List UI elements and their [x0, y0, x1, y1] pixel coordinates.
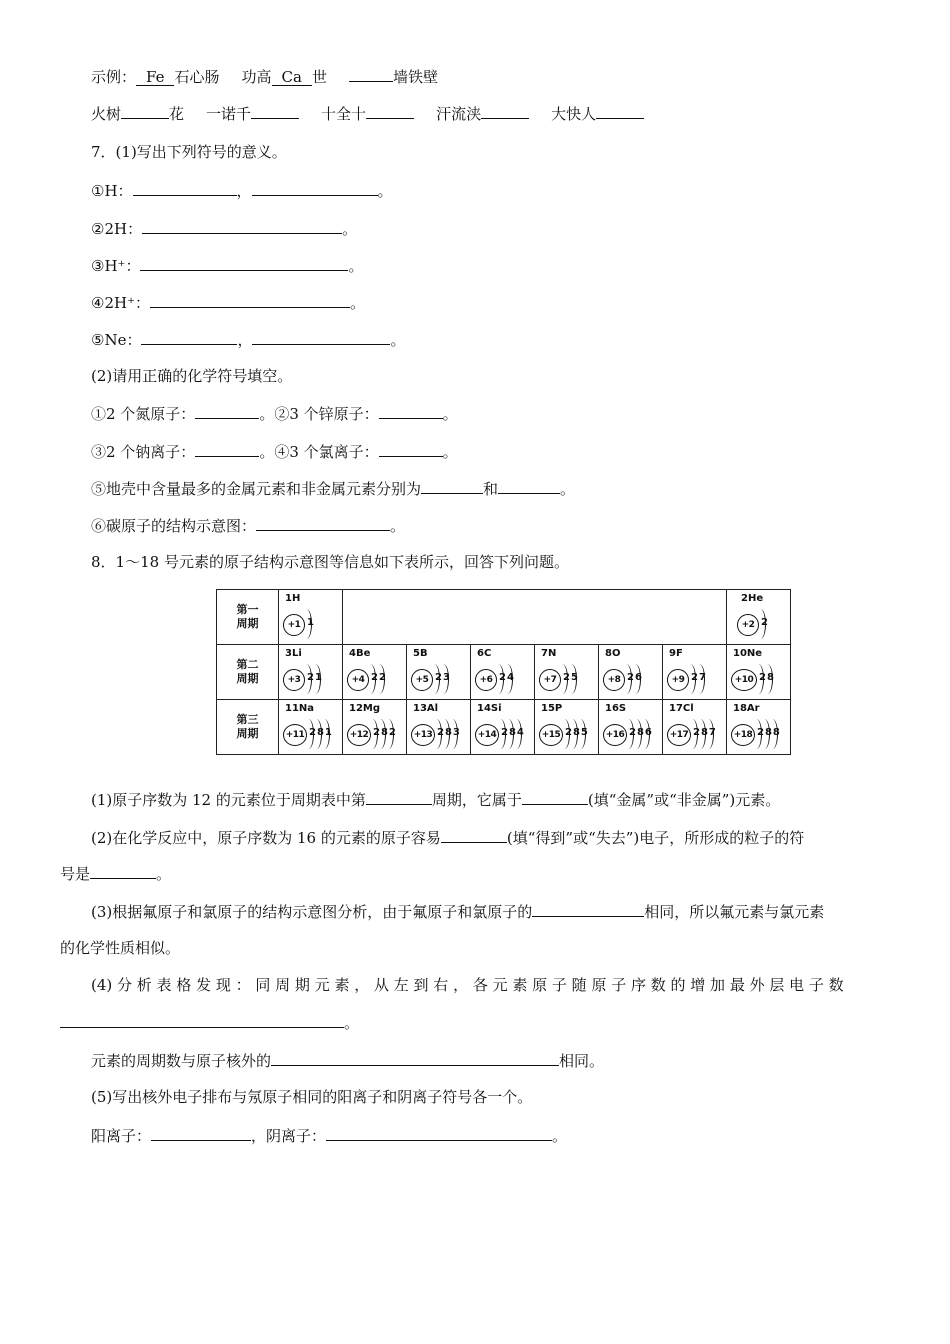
element-cell — [279, 590, 343, 645]
atom-diagram — [731, 663, 787, 695]
q8-sub3-cont: 的化学性质相似。 — [60, 939, 181, 957]
q8-sub4-c: 元素的周期数与原子核外的 — [91, 1052, 272, 1070]
atom-diagram — [667, 663, 723, 695]
idiom-4: 汗流浃 — [436, 105, 482, 123]
example-text-b: 世 — [311, 68, 327, 86]
shell-electrons: 21 — [307, 672, 323, 683]
q8-sub3-a: (3)根据氟原子和氯原子的结构示意图分析，由于氟原子和氯原子的 — [91, 903, 533, 921]
element-cell — [407, 645, 471, 700]
shell-electrons: 281 — [309, 727, 333, 738]
nucleus: +18 — [731, 724, 755, 746]
q7-p2-l1-blank-b[interactable] — [379, 403, 443, 419]
q8-sub5-blank-b[interactable] — [326, 1125, 552, 1141]
atom-diagram — [411, 663, 467, 695]
q7-item-3-blank[interactable] — [140, 255, 348, 271]
q7-part2-title: (2)请用正确的化学符号填空。 — [91, 367, 293, 385]
idiom-2: 一诺千 — [206, 105, 252, 123]
atom-diagram — [731, 718, 787, 750]
q7-item-1-blank-b[interactable] — [252, 180, 378, 196]
nucleus: +15 — [539, 724, 563, 746]
idiom-3: 十全十 — [321, 105, 367, 123]
q7-p2-l2-a: ③2 个钠离子： — [91, 443, 196, 461]
nucleus: +12 — [347, 724, 371, 746]
q7-item-5-label: ⑤Ne： — [91, 331, 142, 349]
q7-item-3-label: ③H⁺： — [91, 257, 141, 275]
idiom-5-blank[interactable] — [596, 103, 644, 119]
example-text-a: 石心肠 — [174, 68, 220, 86]
element-label: 10Ne — [733, 648, 763, 659]
shell-electrons: 24 — [499, 672, 515, 683]
period-2-label: 第二 周期 — [217, 645, 279, 700]
period-3-label: 第三 周期 — [217, 700, 279, 755]
q8-sub1-blank-b[interactable] — [522, 789, 588, 805]
nucleus: +1 — [283, 614, 305, 636]
nucleus: +14 — [475, 724, 499, 746]
element-label: 5B — [413, 648, 428, 659]
idiom-line — [91, 103, 644, 124]
q8-sub4: (4) 分 析 表 格 发 现 ： 同 周 期 元 素 ， 从 左 到 右 ， 各 元 素 原 子 随 原 子 序 数 的 增 加 最 外 层 电 子 数 — [91, 976, 844, 994]
q7-p2-l3-blank-a[interactable] — [421, 478, 483, 494]
element-cell — [279, 700, 343, 755]
q7-item-2-label: ②2H： — [91, 220, 143, 238]
q7-p2-l3-a: ⑤地壳中含量最多的金属元素和非金属元素分别为 — [91, 480, 422, 498]
atom-diagram — [603, 663, 659, 695]
q7-p2-l3-blank-b[interactable] — [498, 478, 560, 494]
q8-sub4-line2 — [91, 1050, 604, 1071]
q8-sub2-d: 。 — [156, 865, 172, 883]
empty-region — [343, 590, 727, 645]
q8-sub5-b: ，阴离子： — [251, 1127, 327, 1145]
element-label: 11Na — [285, 703, 315, 714]
element-cell — [471, 700, 535, 755]
shell-electrons: 25 — [563, 672, 579, 683]
q8-sub4-d: 相同。 — [559, 1052, 605, 1070]
element-label: 15P — [541, 703, 563, 714]
q8-sub2-cont — [60, 863, 171, 884]
q7-item-4: ④2H⁺： 。 — [91, 294, 366, 312]
element-label: 12Mg — [349, 703, 381, 714]
element-cell — [407, 700, 471, 755]
nucleus: +10 — [731, 669, 757, 691]
element-label: 9F — [669, 648, 683, 659]
nucleus: +11 — [283, 724, 307, 746]
element-cell — [727, 700, 791, 755]
atom-diagram — [283, 663, 339, 695]
q8-sub1-c: (填“金属”或“非金属”)元素。 — [587, 791, 781, 809]
q7-item-4-blank[interactable] — [150, 292, 350, 308]
q7-item-5-blank-a[interactable] — [141, 329, 237, 345]
idiom-1-blank[interactable] — [121, 103, 169, 119]
q7-p2-l1-a: ①2 个氮原子： — [91, 405, 196, 423]
element-cell — [599, 700, 663, 755]
nucleus: +6 — [475, 669, 497, 691]
q8-sub4-blank-a[interactable] — [60, 1012, 344, 1028]
period-3-row — [217, 700, 791, 755]
nucleus: +17 — [667, 724, 691, 746]
q7-part2-line4: ⑥碳原子的结构示意图： 。 — [91, 517, 406, 535]
element-cell — [663, 700, 727, 755]
q7-p2-l4-blank[interactable] — [256, 515, 390, 531]
q8-sub3-blank[interactable] — [532, 901, 644, 917]
q8-sub5-a: 阳离子： — [91, 1127, 152, 1145]
q7-item-5-blank-b[interactable] — [252, 329, 390, 345]
shell-electrons: 22 — [371, 672, 387, 683]
q8-sub4-b: 。 — [344, 1014, 360, 1032]
period-1-label: 第一 周期 — [217, 590, 279, 645]
example-fill-fe: Fe — [136, 69, 174, 86]
atom-diagram — [475, 718, 531, 750]
q7-item-3: ③H⁺： 。 — [91, 257, 364, 275]
q7-item-2: ②2H： 。 — [91, 220, 358, 238]
period-1-row — [217, 590, 791, 645]
nucleus: +8 — [603, 669, 625, 691]
idiom-3-blank[interactable] — [366, 103, 414, 119]
q7-p2-l2-blank-b[interactable] — [379, 441, 443, 457]
nucleus: +5 — [411, 669, 433, 691]
shell-electrons: 285 — [565, 727, 589, 738]
shell-electrons: 28 — [759, 672, 775, 683]
example-text-c: 墙铁壁 — [392, 68, 438, 86]
example-line — [91, 66, 438, 87]
q8-sub5-blank-a[interactable] — [151, 1125, 251, 1141]
q7-p2-l3-b: 和 — [483, 480, 499, 498]
idiom-1-pre: 火树 — [91, 105, 122, 123]
nucleus: +3 — [283, 669, 305, 691]
q7-item-5: ⑤Ne： ， 。 — [91, 331, 406, 349]
atom-diagram — [347, 663, 403, 695]
q8-sub1-blank-a[interactable] — [366, 789, 432, 805]
q8-sub5-c: 。 — [552, 1127, 568, 1145]
nucleus: +4 — [347, 669, 369, 691]
nucleus: +7 — [539, 669, 561, 691]
atom-diagram — [411, 718, 467, 750]
example-blank[interactable] — [349, 66, 393, 82]
atom-diagram — [539, 663, 595, 695]
shell-electrons: 283 — [437, 727, 461, 738]
atom-diagram — [283, 718, 339, 750]
element-label: 13Al — [413, 703, 439, 714]
q7-item-1: ①H： ， 。 — [91, 182, 393, 200]
q7-part2-line1: ①2 个氮原子： 。②3 个锌原子： 。 — [91, 405, 458, 423]
q8-sub2 — [91, 827, 804, 848]
element-label: 3Li — [285, 648, 302, 659]
element-label: 6C — [477, 648, 492, 659]
q8-sub1-a: (1)原子序数为 12 的元素位于周期表中第 — [91, 791, 366, 809]
element-label: 1H — [285, 593, 301, 604]
q7-p2-l2-b: 。④3 个氯离子： — [259, 443, 379, 461]
element-cell — [279, 645, 343, 700]
shell-electrons: 26 — [627, 672, 643, 683]
q8-sub1 — [91, 789, 780, 810]
shell-electrons: 1 — [307, 617, 315, 628]
q8-sub2-b: (填“得到”或“失去”)电子，所形成的粒子的符 — [506, 829, 805, 847]
example-fill-ca: Ca — [272, 69, 312, 86]
element-cell — [599, 645, 663, 700]
element-label: 8O — [605, 648, 621, 659]
q8-sub3-b: 相同，所以氟元素与氯元素 — [644, 903, 825, 921]
shell-electrons: 2 — [761, 617, 769, 628]
q8-sub2-c: 号是 — [60, 865, 91, 883]
shell-electrons: 288 — [757, 727, 781, 738]
element-label: 4Be — [349, 648, 371, 659]
element-label: 7N — [541, 648, 557, 659]
element-cell — [471, 645, 535, 700]
nucleus: +16 — [603, 724, 627, 746]
nucleus: +2 — [737, 614, 759, 636]
element-label: 2He — [741, 593, 764, 604]
q8-title: 8．1～18 号元素的原子结构示意图等信息如下表所示，回答下列问题。 — [91, 553, 569, 571]
q8-sub2-a: (2)在化学反应中，原子序数为 16 的元素的原子容易 — [91, 829, 441, 847]
element-cell — [727, 590, 791, 645]
idiom-5: 大快人 — [551, 105, 597, 123]
idiom-4-blank[interactable] — [481, 103, 529, 119]
period-2-row — [217, 645, 791, 700]
idiom-1-post: 花 — [169, 105, 185, 123]
element-label: 17Cl — [669, 703, 694, 714]
atom-diagram — [475, 663, 531, 695]
atom-diagram — [603, 718, 659, 750]
atom-diagram — [539, 718, 595, 750]
example-text-b-pre: 功高 — [241, 68, 272, 86]
element-cell — [343, 645, 407, 700]
element-cell — [535, 700, 599, 755]
q7-title: 7．(1)写出下列符号的意义。 — [91, 143, 287, 161]
q8-sub5: (5)写出核外电子排布与氖原子相同的阳离子和阴离子符号各一个。 — [91, 1088, 533, 1106]
q7-item-4-label: ④2H⁺： — [91, 294, 150, 312]
shell-electrons: 284 — [501, 727, 525, 738]
q7-p2-l1-blank-a[interactable] — [195, 403, 259, 419]
q7-item-2-blank[interactable] — [142, 218, 342, 234]
idiom-2-blank[interactable] — [251, 103, 299, 119]
q7-part2-line3: ⑤地壳中含量最多的金属元素和非金属元素分别为 和 。 — [91, 480, 576, 498]
q8-sub1-b: 周期，它属于 — [431, 791, 522, 809]
q7-item-1-label: ①H： — [91, 182, 133, 200]
q7-p2-l2-blank-a[interactable] — [195, 441, 259, 457]
shell-electrons: 287 — [693, 727, 717, 738]
shell-electrons: 282 — [373, 727, 397, 738]
element-cell — [535, 645, 599, 700]
element-label: 14Si — [477, 703, 502, 714]
shell-electrons: 23 — [435, 672, 451, 683]
periodic-table — [216, 589, 791, 755]
element-label: 18Ar — [733, 703, 760, 714]
q8-sub5-answer — [91, 1125, 567, 1146]
atom-diagram — [347, 718, 403, 750]
atom-diagram — [667, 718, 723, 750]
element-cell — [727, 645, 791, 700]
example-label: 示例： — [91, 68, 137, 86]
q8-sub2-blank-b[interactable] — [90, 863, 156, 879]
atom-diagram — [283, 608, 339, 640]
q8-sub4-cont — [60, 1012, 359, 1033]
element-cell — [663, 645, 727, 700]
shell-electrons: 27 — [691, 672, 707, 683]
q7-item-1-blank-a[interactable] — [133, 180, 237, 196]
shell-electrons: 286 — [629, 727, 653, 738]
q8-sub2-blank-a[interactable] — [441, 827, 507, 843]
q7-p2-l4: ⑥碳原子的结构示意图： — [91, 517, 257, 535]
element-cell — [343, 700, 407, 755]
atom-diagram — [737, 608, 793, 640]
q7-p2-l1-b: 。②3 个锌原子： — [259, 405, 379, 423]
element-label: 16S — [605, 703, 627, 714]
q7-part2-line2: ③2 个钠离子： 。④3 个氯离子： 。 — [91, 443, 458, 461]
nucleus: +9 — [667, 669, 689, 691]
q8-sub3 — [91, 901, 824, 922]
nucleus: +13 — [411, 724, 435, 746]
q8-sub4-blank-b[interactable] — [271, 1050, 559, 1066]
